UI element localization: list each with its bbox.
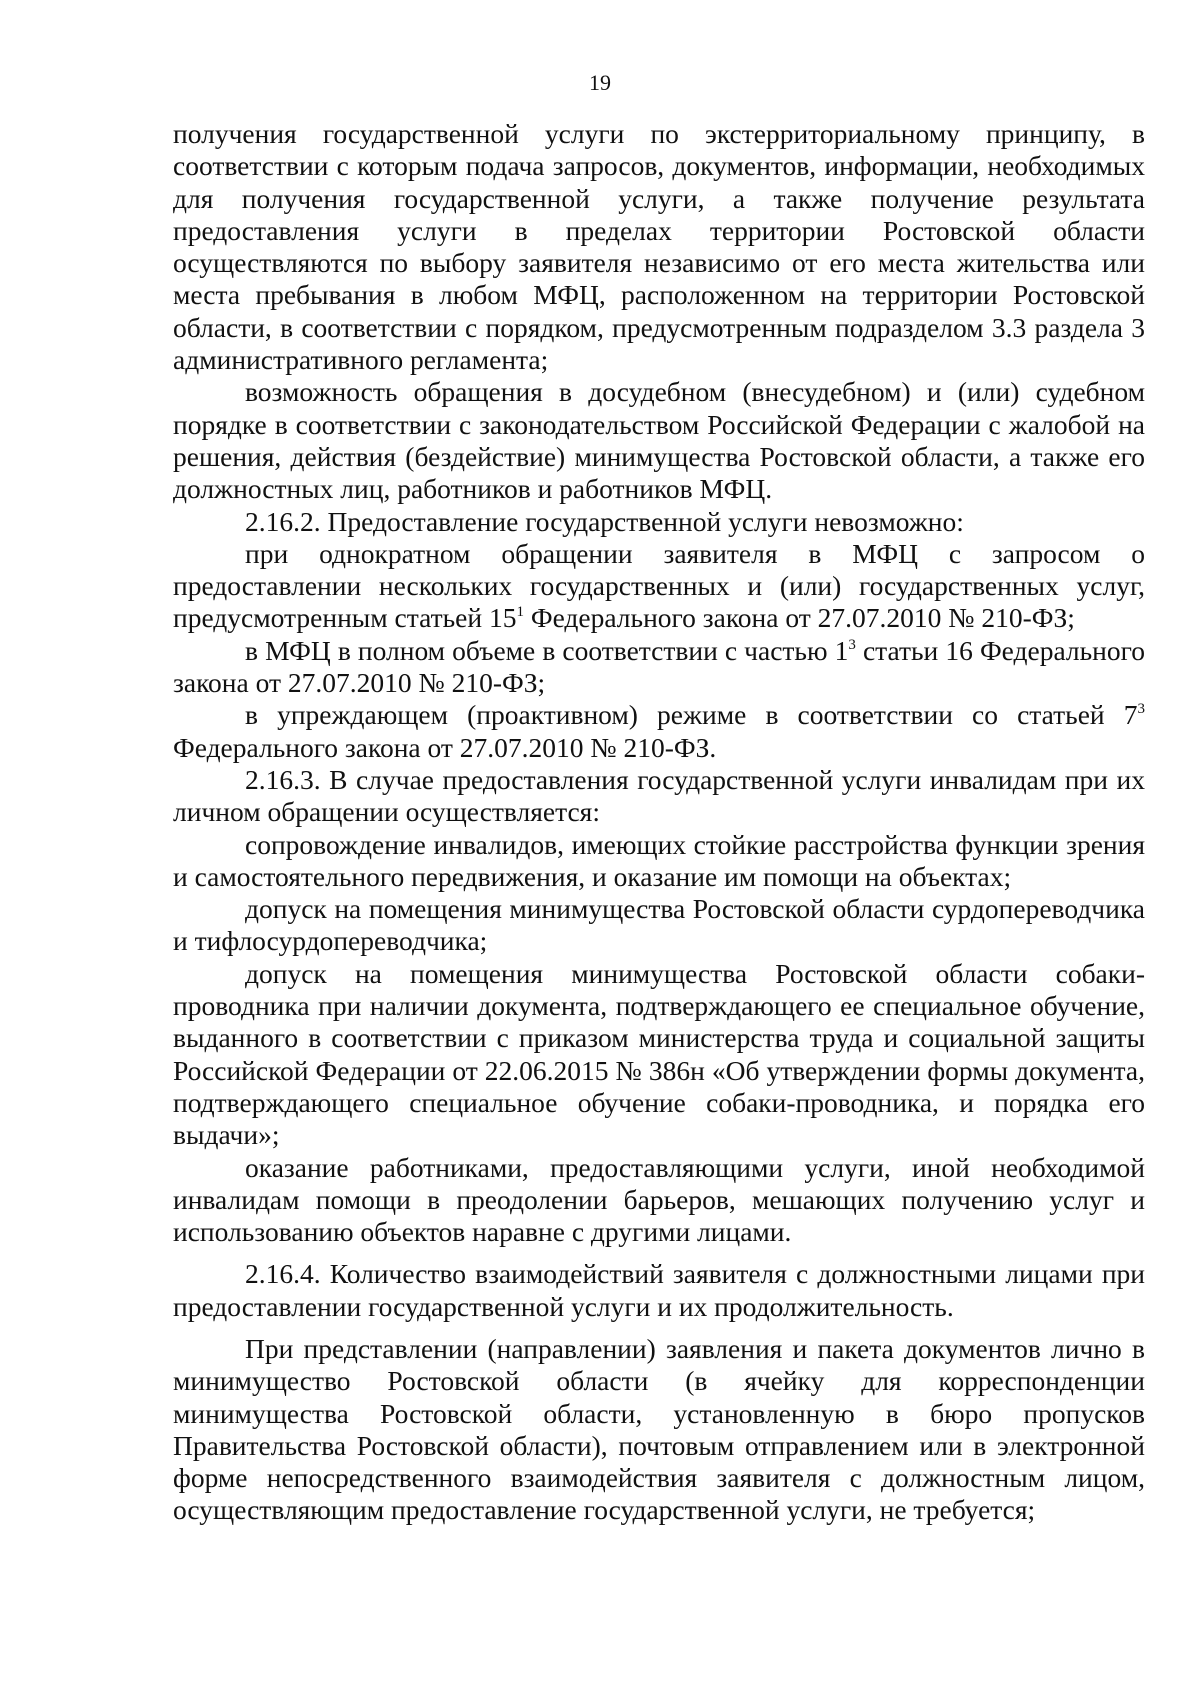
paragraph-text: при однократном обращении заявителя в МФЦ с запросом о предоставлении нескольких государственных и (или) государственных услуг, предусмотренным статьей 15 [173,537,1145,634]
paragraph-submission: При представлении (направлении) заявления и пакета документов лично в минимущество Ростовской области (в ячейку для корреспонденции минимущества Ростовской области, установленную в бюро пропусков Правительства Ростовской области), почтовым отправлением или в электронной форме непосредственного взаимодействия заявителя с должностным лицом, осуществляющим предоставление государственной услуги, не требуется; [173,1332,1145,1526]
paragraph-text: в упреждающем (проактивном) режиме в соответствии со статьей 7 [245,699,1138,731]
paragraph-text: в МФЦ в полном объеме в соответствии с частью 1 [245,634,849,666]
paragraph-text: Федерального закона от 27.07.2010 № 210-ФЗ; [523,602,1075,634]
superscript: 3 [848,636,856,653]
superscript: 3 [1137,701,1145,718]
superscript: 1 [516,604,524,621]
page-number: 19 [589,70,611,95]
paragraph-assistance: оказание работниками, предоставляющими услуги, иной необходимой инвалидам помощи в преодолении барьеров, мешающих получению услуг и использованию объектов наравне с другими лицами. [173,1151,1145,1248]
paragraph-single-request [173,538,1145,635]
paragraph-2-16-3: 2.16.3. В случае предоставления государственной услуги инвалидам при их личном обращении осуществляется: [173,763,1145,828]
paragraph-guide-dog: допуск на помещения минимущества Ростовской области собаки-проводника при наличии документа, подтверждающего ее специальное обучение, выданного в соответствии с приказом министерства труда и социальной защиты Российской Федерации от 22.06.2015 № 386н «Об утверждении формы документа, подтверждающего специальное обучение собаки-проводника, и порядка его выдачи»; [173,957,1145,1151]
document-body [173,118,1145,1527]
paragraph-escort: сопровождение инвалидов, имеющих стойкие расстройства функции зрения и самостоятельного передвижения, и оказание им помощи на объектах; [173,828,1145,892]
paragraph-proactive [173,699,1145,764]
paragraph-text: статьи 16 Федерального закона от 27.07.2010 № 210-ФЗ; [173,634,1145,699]
paragraph-2-16-2: 2.16.2. Предоставление государственной услуги невозможно: [245,505,964,537]
paragraph-appeal: возможность обращения в досудебном (внесудебном) и (или) судебном порядке в соответствии с законодательством Российской Федерации с жалобой на решения, действия (бездействие) минимущества Ростовской области, а также его должностных лиц, работников и работников МФЦ. [173,376,1145,505]
paragraph-2-16-4: 2.16.4. Количество взаимодействий заявителя с должностными лицами при предоставлении государственной услуги и их продолжительность. [173,1258,1145,1322]
paragraph-continuation: получения государственной услуги по экстерриториальному принципу, в соответствии с которым подача запросов, документов, информации, необходимых для получения государственной услуги, а также получение результата предоставления услуги в пределах территории Ростовской области осуществляются по выбору заявителя независимо от его места жительства или места пребывания в любом МФЦ, расположенном на территории Ростовской области, в соответствии с порядком, предусмотренным подразделом 3.3 раздела 3 административного регламента; [173,118,1145,376]
paragraph-sign-interpreter: допуск на помещения минимущества Ростовской области сурдопереводчика и тифлосурдопереводчика; [173,893,1145,957]
paragraph-text: Федерального закона от 27.07.2010 № 210-ФЗ. [173,731,717,763]
paragraph-mfc-full [173,635,1145,700]
